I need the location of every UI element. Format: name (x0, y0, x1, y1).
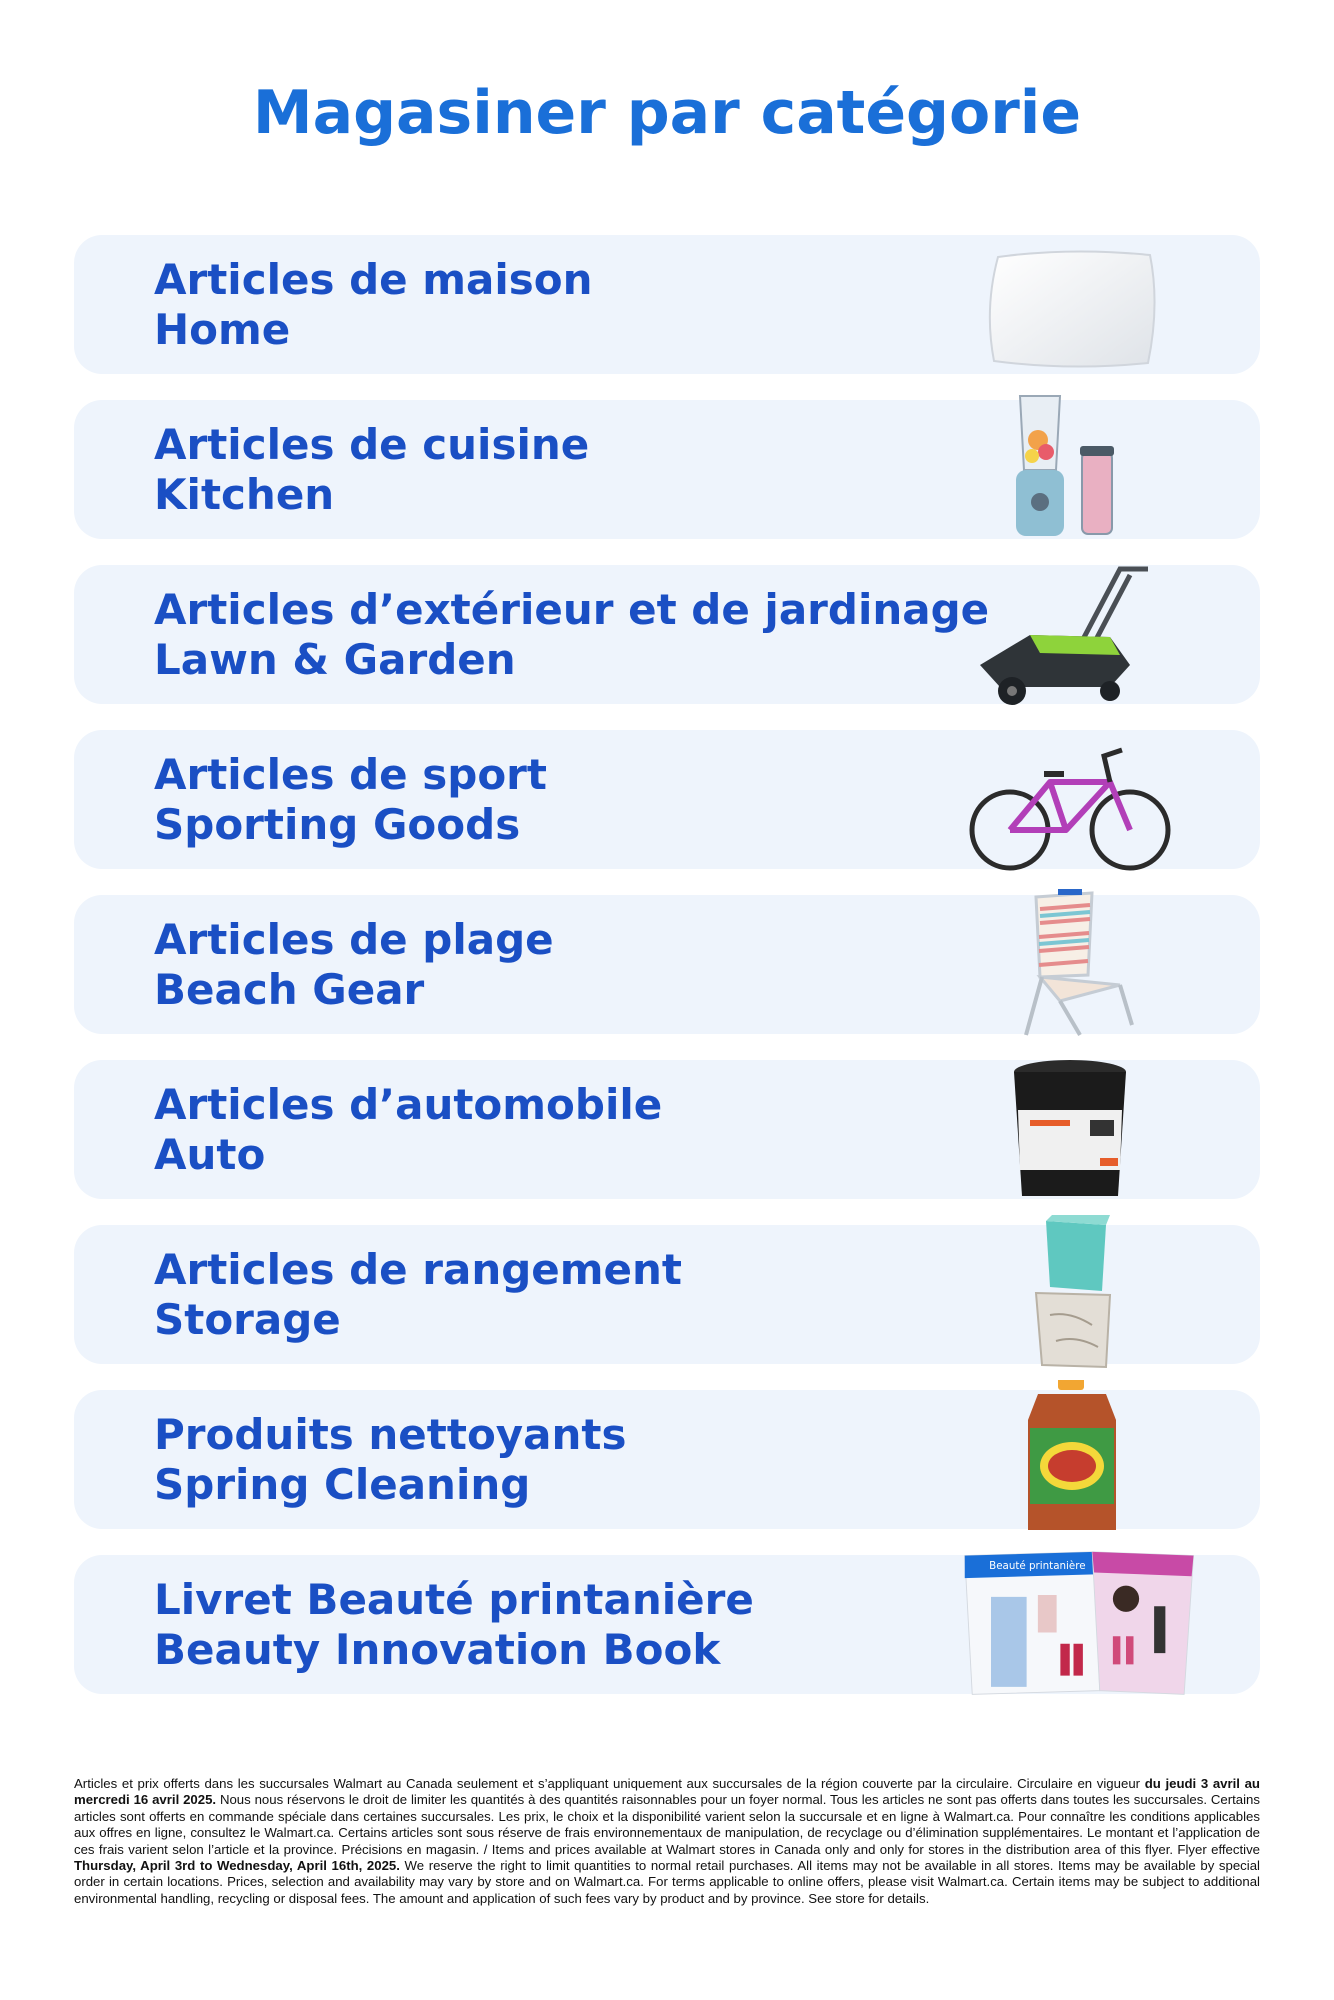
category-beach-gear[interactable] (74, 895, 1260, 1034)
category-spring-cleaning[interactable] (74, 1390, 1260, 1529)
category-label-en: Lawn & Garden (154, 635, 516, 684)
category-list (74, 235, 1260, 1720)
category-label-en: Storage (154, 1295, 341, 1344)
category-auto[interactable] (74, 1060, 1260, 1199)
category-label-fr: Livret Beauté printanière (154, 1575, 754, 1624)
category-label-en: Sporting Goods (154, 800, 521, 849)
category-label-fr: Produits nettoyants (154, 1410, 627, 1459)
blender-icon (960, 390, 1180, 550)
category-home[interactable] (74, 235, 1260, 374)
category-beauty-book[interactable] (74, 1555, 1260, 1694)
category-kitchen[interactable] (74, 400, 1260, 539)
category-lawn-garden[interactable] (74, 565, 1260, 704)
disclaimer-text-fr: Articles et prix offerts dans les succursales Walmart au Canada seulement et s’appliquant uniquement aux succursales de la région couverte par la circulaire. Circulaire en vigueur (74, 1776, 1145, 1791)
disclaimer-text-en: We reserve the right to limit quantities to normal retail purchases. All items may not be available in all stores. Items may be available by special order in certain locations. Prices, selection and availability may vary by store and on Walmart.ca. For terms applicable to online offers, please visit Walmart.ca. Certain items may be subject to additional environmental handling, recycling or disposal fees. The amount and application of such fees vary by product and by province. See store for details. (74, 1858, 1260, 1906)
beach-chair-icon (960, 885, 1180, 1045)
booklet-cover-title: Beauté printanière (989, 1559, 1086, 1572)
category-label-en: Kitchen (154, 470, 335, 519)
beauty-booklet-icon (936, 1550, 1196, 1700)
category-label-fr: Articles d’extérieur et de jardinage (154, 585, 990, 634)
category-label-en: Auto (154, 1130, 266, 1179)
disclaimer-text-mixed: Nous nous réservons le droit de limiter les quantités à des quantités raisonnables pour un foyer normal. Tous les articles ne sont pas offerts dans toutes les succursales. Certains articles sont offerts en commande spéciale dans certaines succursales. Les prix, le choix et la disponibilité varient selon la succursale et en ligne à Walmart.ca. Pour connaître les conditions applicables aux offres en ligne, consultez le Walmart.ca. Certains articles sont sous réserve de frais environnementaux de manipulation, de recyclage ou d’élimination supplémentaires. Le montant et l’application de ces frais varient selon l’article et la province. Précisions en magasin. / Items and prices available at Walmart stores in Canada only and only for stores in the distribution area of this flyer. Flyer effective (74, 1792, 1260, 1857)
category-label-fr: Articles de rangement (154, 1245, 682, 1294)
category-label-fr: Articles d’automobile (154, 1080, 663, 1129)
page-title: Magasiner par catégorie (252, 78, 1082, 148)
pillow-icon (960, 225, 1180, 385)
category-label-en: Spring Cleaning (154, 1460, 531, 1509)
bicycle-icon (960, 720, 1180, 880)
category-sporting-goods[interactable] (74, 730, 1260, 869)
category-storage[interactable] (74, 1225, 1260, 1364)
category-label-en: Home (154, 305, 291, 354)
disclaimer-dates-en: Thursday, April 3rd to Wednesday, April 16th, 2025. (74, 1858, 400, 1874)
category-label-fr: Articles de maison (154, 255, 593, 304)
legal-disclaimer (74, 1776, 1260, 1907)
storage-bins-icon (960, 1215, 1180, 1375)
category-label-fr: Articles de plage (154, 915, 554, 964)
category-label-fr: Articles de sport (154, 750, 547, 799)
cleaner-bottle-icon (960, 1380, 1180, 1540)
category-label-fr: Articles de cuisine (154, 420, 590, 469)
category-label-en: Beach Gear (154, 965, 425, 1014)
disclaimer-dates-fr: du jeudi 3 avril au mercredi 16 avril 2025. (74, 1776, 1260, 1808)
lawn-mower-icon (960, 555, 1180, 715)
oil-pail-icon (960, 1050, 1180, 1210)
category-label-en: Beauty Innovation Book (154, 1625, 721, 1674)
